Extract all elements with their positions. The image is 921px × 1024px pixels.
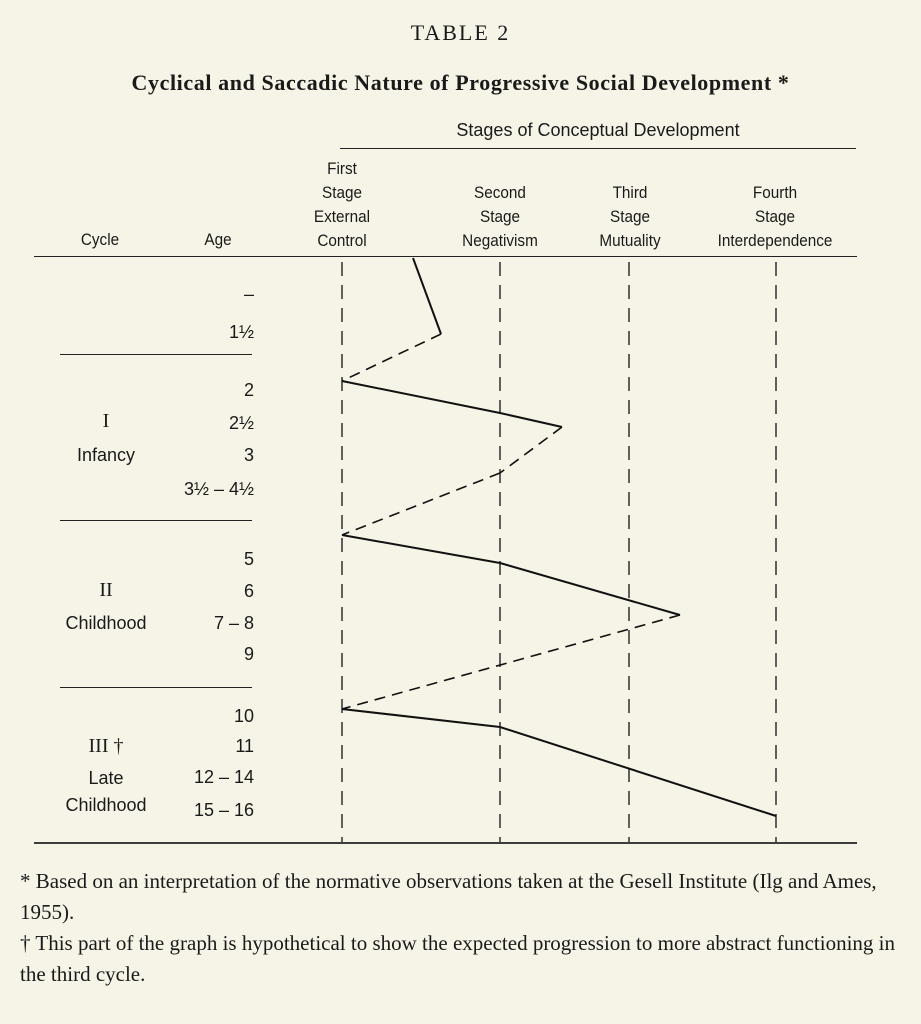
table-title: Cyclical and Saccadic Nature of Progressive Social Development * — [131, 70, 790, 95]
age-label: – — [243, 284, 254, 304]
column-header-first-stage: First Stage External Control — [313, 159, 371, 250]
cycle-numeral: III † — [88, 735, 124, 757]
cycle-name: Infancy — [76, 445, 136, 465]
segment-solid — [342, 535, 500, 563]
column-header-age: Age — [204, 230, 232, 249]
column-header-third-stage: Third Stage Mutuality — [599, 183, 661, 250]
footnote-star: * Based on an interpretation of the normative observations taken at the Gesell Institute (Ilg and Ames, 1955). — [20, 869, 877, 924]
age-label: 2 — [243, 380, 254, 400]
segment-solid — [342, 709, 500, 727]
age-label: 10 — [233, 706, 254, 726]
age-label: 3 — [243, 445, 254, 465]
segment-solid — [500, 563, 680, 615]
progression-line — [342, 258, 776, 816]
segment-dashed — [500, 427, 562, 473]
stage-guides — [342, 262, 776, 842]
cycle-numeral: II — [99, 579, 113, 601]
segment-solid — [500, 727, 776, 816]
age-label: 2½ — [228, 413, 254, 433]
cycle-numeral: I — [102, 410, 110, 432]
column-header-cycle: Cycle — [80, 230, 120, 249]
age-label: 3½ – 4½ — [183, 479, 254, 499]
age-label: 12 – 14 — [193, 767, 254, 787]
segment-solid — [413, 258, 441, 334]
age-label: 9 — [243, 644, 254, 664]
age-label: 6 — [243, 581, 254, 601]
cycle-name: Late — [88, 768, 124, 788]
stages-heading: Stages of Conceptual Development — [456, 120, 740, 140]
age-label: 7 – 8 — [213, 613, 254, 633]
age-label: 15 – 16 — [193, 800, 254, 820]
age-label: 11 — [235, 736, 254, 756]
cycle-name: Childhood — [65, 613, 147, 633]
segment-dashed — [342, 334, 441, 381]
age-label: 1½ — [228, 322, 254, 342]
segment-dashed — [342, 473, 500, 535]
age-label: 5 — [243, 549, 254, 569]
table-label: TABLE 2 — [410, 20, 511, 45]
segment-solid — [500, 413, 562, 427]
column-header-second-stage: Second Stage Negativism — [462, 183, 538, 250]
footnote-dagger: † This part of the graph is hypothetical to show the expected progression to more abstract functioning in the third cycle. — [20, 931, 895, 986]
column-header-fourth-stage: Fourth Stage Interdependence — [717, 183, 833, 250]
segment-solid — [342, 381, 500, 413]
cycle-name: Childhood — [65, 795, 147, 815]
